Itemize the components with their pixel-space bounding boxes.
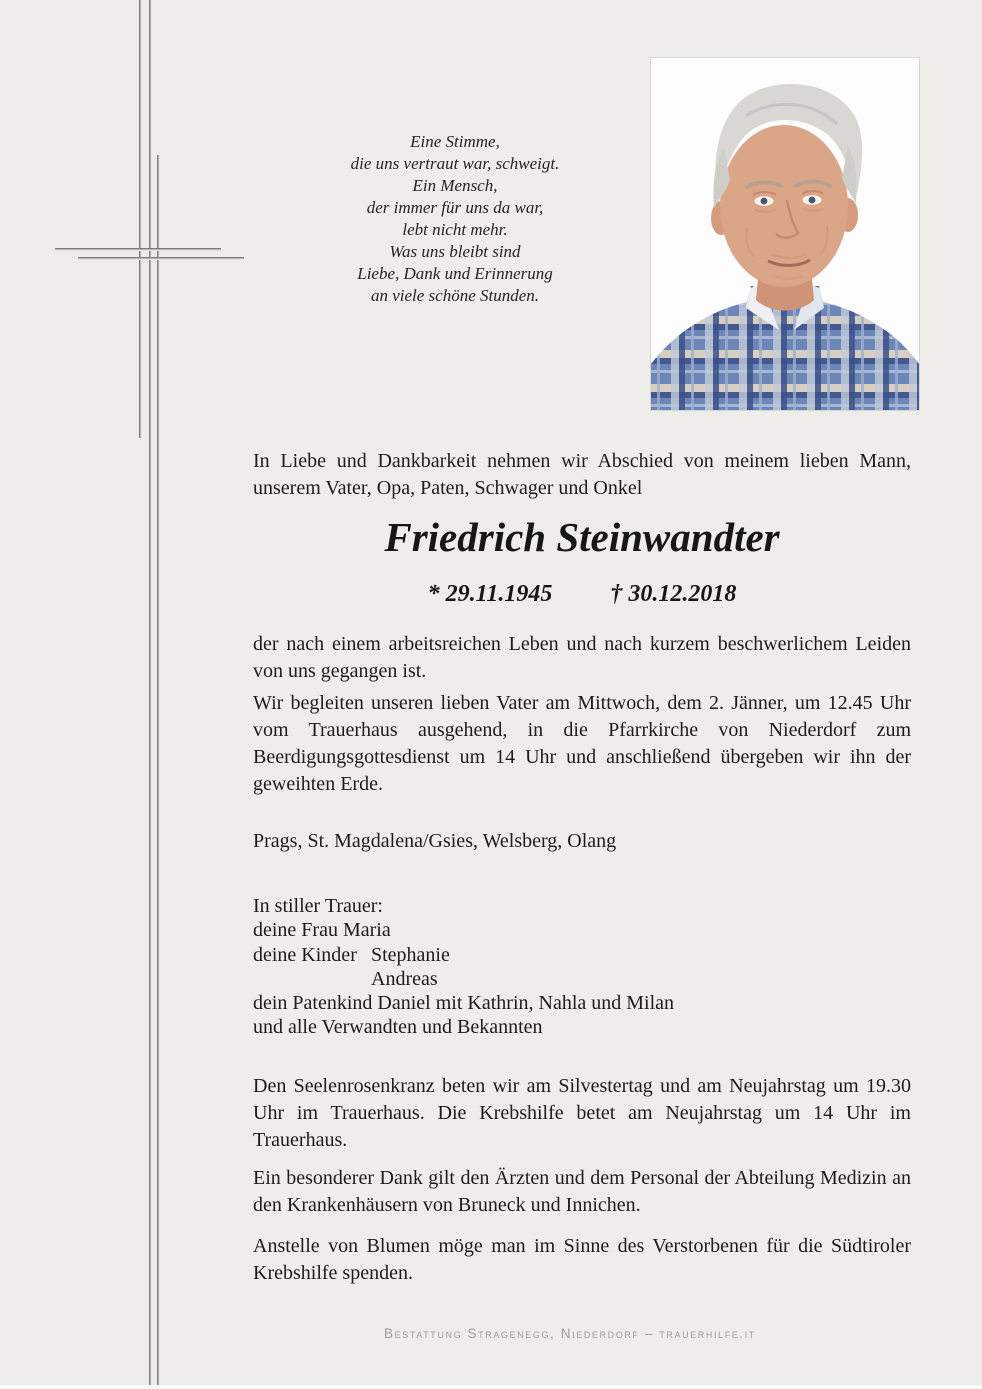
- deceased-name: Friedrich Steinwandter: [384, 514, 780, 560]
- thanks-text: Ein besonderer Dank gilt den Ärzten und dem Personal der Abteilung Medizin an den Krankenhäusern von Bruneck und Innichen.: [253, 1167, 911, 1216]
- donations-text: Anstelle von Blumen möge man im Sinne des Verstorbenen für die Südtiroler Krebshilfe spenden.: [253, 1235, 911, 1284]
- verse-line: Liebe, Dank und Erinnerung: [357, 264, 553, 283]
- mourner-child-1: Stephanie: [371, 943, 450, 966]
- cross-vertical-line-2: [149, 0, 152, 1385]
- mourner-godchild: dein Patenkind Daniel mit Kathrin, Nahla und Milan: [253, 992, 675, 1015]
- cross-horizontal-line-1: [55, 248, 221, 251]
- mourner-wife: deine Frau Maria: [253, 919, 391, 942]
- verse-line: Was uns bleibt sind: [389, 242, 521, 261]
- cross-vertical-line-3: [157, 155, 160, 1385]
- page-bottom-edge: [0, 1385, 982, 1389]
- birth-date: * 29.11.1945: [427, 581, 553, 607]
- children-label: deine Kinder: [253, 943, 357, 966]
- mourners-heading: In stiller Trauer:: [253, 895, 383, 917]
- death-date: † 30.12.2018: [610, 581, 737, 607]
- verse-line: der immer für uns da war,: [366, 198, 544, 217]
- mourner-children: [253, 943, 911, 967]
- passing-text: der nach einem arbeitsreichen Leben und nach kurzem beschwerlichem Leiden von uns gegangen ist.: [253, 633, 911, 682]
- verse-line: an viele schöne Stunden.: [370, 286, 540, 305]
- cross-vertical-line-1: [139, 0, 142, 438]
- verse-line: Eine Stimme,: [410, 132, 500, 151]
- verse-line: lebt nicht mehr.: [402, 220, 508, 239]
- memorial-verse: [290, 131, 620, 307]
- places-text: Prags, St. Magdalena/Gsies, Welsberg, Olang: [253, 830, 617, 852]
- verse-line: Ein Mensch,: [412, 176, 498, 195]
- intro-text: In Liebe und Dankbarkeit nehmen wir Abschied von meinem lieben Mann, unserem Vater, Opa, Paten, Schwager und Onkel: [253, 450, 911, 499]
- rosary-notice-text: Den Seelenrosenkranz beten wir am Silvestertag und am Neujahrstag um 19.30 Uhr im Trauerhaus. Die Krebshilfe betet am Neujahrstag um 14 Uhr im Trauerhaus.: [253, 1075, 911, 1151]
- cross-horizontal-line-2: [78, 257, 244, 260]
- mourners-list: [253, 894, 911, 1040]
- mourner-child-2: Andreas: [371, 967, 438, 990]
- mourner-relatives: und alle Verwandten und Bekannten: [253, 1016, 543, 1039]
- verse-line: die uns vertraut war, schweigt.: [350, 154, 560, 173]
- portrait-photo: [650, 57, 920, 411]
- portrait-illustration: [651, 58, 919, 410]
- funeral-home-credit: Bestattung Stragenegg, Niederdorf – trauerhilfe.it: [384, 1326, 756, 1341]
- life-dates: [253, 581, 911, 608]
- funeral-details-text: Wir begleiten unseren lieben Vater am Mittwoch, dem 2. Jänner, um 12.45 Uhr vom Trauerhaus ausgehend, in die Pfarrkirche von Niederdorf zum Beerdigungsgottesdienst um 14 Uhr und anschließend übergeben wir ihn der geweihten Erde.: [253, 692, 911, 795]
